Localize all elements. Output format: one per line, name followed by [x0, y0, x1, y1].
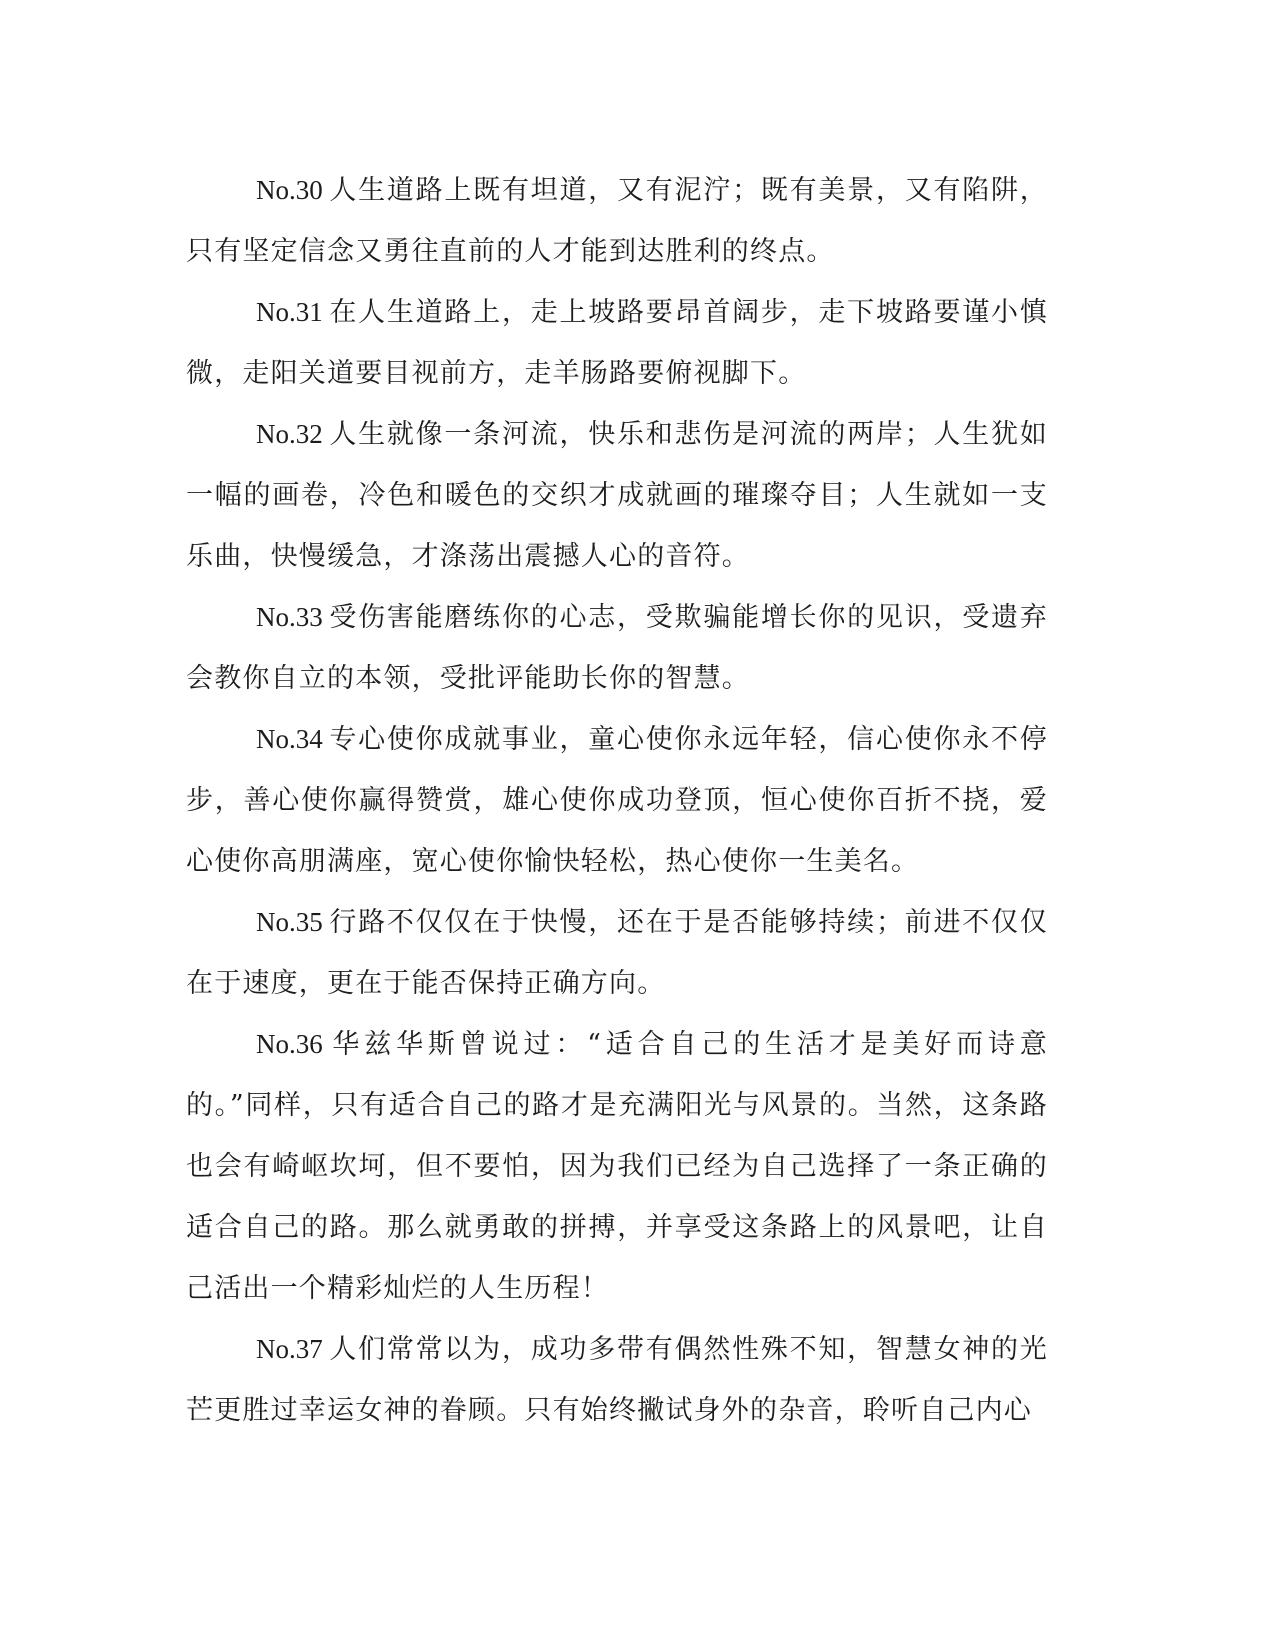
- paragraph-33: [186, 587, 1048, 709]
- paragraph-35: [186, 892, 1048, 1014]
- paragraph-34: [186, 709, 1048, 892]
- paragraph-number: No.34: [256, 724, 323, 754]
- paragraph-text: 在人生道路上，走上坡路要昂首阔步，走下坡路要谨小慎微，走阳关道要目视前方，走羊肠路要俯视脚下。: [186, 297, 1048, 389]
- paragraph-number: No.36: [256, 1029, 323, 1059]
- document-body: [186, 160, 1048, 1441]
- paragraph-32: [186, 404, 1048, 587]
- paragraph-number: No.31: [256, 297, 323, 327]
- paragraph-number: No.33: [256, 602, 323, 632]
- paragraph-36: [186, 1014, 1048, 1319]
- paragraph-number: No.37: [256, 1334, 323, 1364]
- paragraph-text: 人们常常以为，成功多带有偶然性殊不知，智慧女神的光芒更胜过幸运女神的眷顾。只有始终撇试身外的杂音，聆听自己内心: [186, 1334, 1048, 1426]
- paragraph-37: [186, 1319, 1048, 1441]
- paragraph-number: No.35: [256, 907, 323, 937]
- paragraph-number: No.32: [256, 419, 323, 449]
- paragraph-text: 人生道路上既有坦道，又有泥泞；既有美景，又有陷阱，只有坚定信念又勇往直前的人才能到达胜利的终点。: [186, 175, 1048, 267]
- paragraph-text: 专心使你成就事业，童心使你永远年轻，信心使你永不停步，善心使你赢得赞赏，雄心使你成功登顶，恒心使你百折不挠，爱心使你高朋满座，宽心使你愉快轻松，热心使你一生美名。: [186, 724, 1048, 877]
- paragraph-number: No.30: [256, 175, 323, 205]
- paragraph-31: [186, 282, 1048, 404]
- paragraph-text: 人生就像一条河流，快乐和悲伤是河流的两岸；人生犹如一幅的画卷，冷色和暖色的交织才成就画的璀璨夺目；人生就如一支乐曲，快慢缓急，才涤荡出震撼人心的音符。: [186, 419, 1048, 572]
- paragraph-text: 受伤害能磨练你的心志，受欺骗能增长你的见识，受遗弃会教你自立的本领，受批评能助长你的智慧。: [186, 602, 1048, 694]
- paragraph-text: 行路不仅仅在于快慢，还在于是否能够持续；前进不仅仅在于速度，更在于能否保持正确方向。: [186, 907, 1048, 999]
- paragraph-text: 华兹华斯曾说过：“适合自己的生活才是美好而诗意的。”同样，只有适合自己的路才是充满阳光与风景的。当然，这条路也会有崎岖坎坷，但不要怕，因为我们已经为自己选择了一条正确的适合自己的路。那么就勇敢的拼搏，并享受这条路上的风景吧，让自己活出一个精彩灿烂的人生历程！: [186, 1029, 1048, 1304]
- paragraph-30: [186, 160, 1048, 282]
